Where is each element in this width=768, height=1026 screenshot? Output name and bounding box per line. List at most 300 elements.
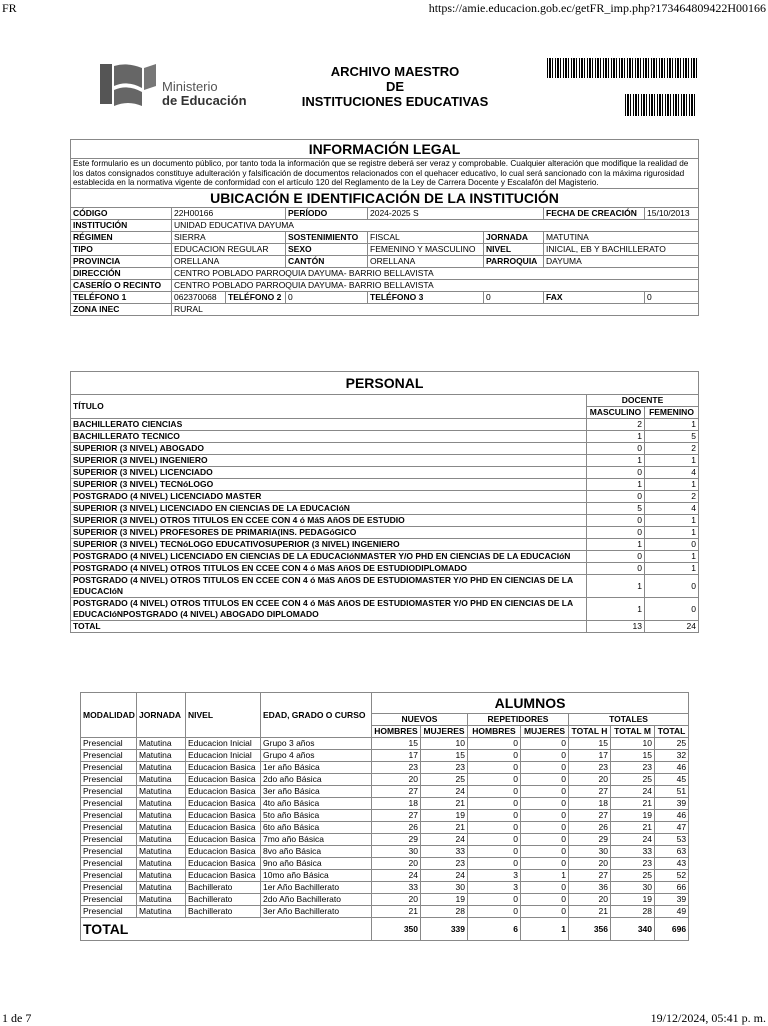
alumnos-cell: 49: [655, 906, 689, 918]
alumnos-cell: 30: [421, 882, 468, 894]
personal-row: [71, 479, 699, 491]
alumnos-cell: Presencial: [81, 750, 137, 762]
personal-titulo: POSTGRADO (4 NIVEL) OTROS TITULOS EN CCEE CON 4 ó MáS AñOS DE ESTUDIOMASTER Y/O PHD EN CIENCIAS DE LA EDUCACIóNPOSTGRADO (4 NIVEL) ABOGADO DIPLOMADO: [71, 598, 587, 621]
personal-masculino: 0: [587, 527, 645, 539]
alumnos-cell: 0: [468, 762, 521, 774]
alumnos-cell: 15: [569, 738, 611, 750]
personal-titulo: POSTGRADO (4 NIVEL) OTROS TITULOS EN CCEE CON 4 ó MáS AñOS DE ESTUDIOMASTER Y/O PHD EN CIENCIAS DE LA EDUCACIóN: [71, 575, 587, 598]
alumnos-cell: 4to año Básica: [261, 798, 372, 810]
alumnos-cell: 24: [421, 834, 468, 846]
sostenimiento-value: FISCAL: [368, 231, 484, 243]
ministerio-logo: [98, 60, 268, 110]
alumnos-cell: Grupo 3 años: [261, 738, 372, 750]
alumnos-row: [81, 750, 689, 762]
tel1-label: TELÉFONO 1: [71, 291, 172, 303]
alumnos-cell: Presencial: [81, 798, 137, 810]
alumnos-cell: Matutina: [137, 882, 186, 894]
alumnos-row: [81, 894, 689, 906]
personal-row: [71, 443, 699, 455]
alumnos-cell: 0: [521, 894, 569, 906]
alumnos-cell: 18: [372, 798, 421, 810]
document-title: [270, 64, 520, 109]
alumnos-cell: 0: [521, 822, 569, 834]
personal-femenino: 1: [645, 419, 699, 431]
alumnos-cell: Educacion Basica: [186, 858, 261, 870]
direccion-value: CENTRO POBLADO PARROQUIA DAYUMA- BARRIO BELLAVISTA: [172, 267, 699, 279]
alumnos-cell: Presencial: [81, 906, 137, 918]
personal-femenino: 2: [645, 443, 699, 455]
alumnos-total-cell: 6: [468, 918, 521, 941]
alumnos-cell: Presencial: [81, 822, 137, 834]
canton-value: ORELLANA: [368, 255, 484, 267]
masculino-header: MASCULINO: [587, 407, 645, 419]
personal-femenino: 1: [645, 479, 699, 491]
alumnos-cell: 24: [421, 870, 468, 882]
alumnos-cell: 0: [468, 798, 521, 810]
repetidores-header: REPETIDORES: [468, 714, 569, 726]
alumnos-cell: 51: [655, 786, 689, 798]
nuevos-hombres-header: HOMBRES: [372, 726, 421, 738]
alumnos-cell: 0: [521, 786, 569, 798]
alumnos-total-cell: 696: [655, 918, 689, 941]
alumnos-cell: Presencial: [81, 858, 137, 870]
alumnos-cell: 45: [655, 774, 689, 786]
personal-titulo: POSTGRADO (4 NIVEL) LICENCIADO EN CIENCIAS DE LA EDUCACIóNMASTER Y/O PHD EN CIENCIAS DE LA EDUCACIóN: [71, 551, 587, 563]
alumnos-cell: 17: [372, 750, 421, 762]
alumnos-cell: 24: [611, 786, 655, 798]
caserio-value: CENTRO POBLADO PARROQUIA DAYUMA- BARRIO BELLAVISTA: [172, 279, 699, 291]
alumnos-cell: 0: [521, 750, 569, 762]
page-number: 1 de 7: [2, 1011, 32, 1025]
alumnos-cell: Matutina: [137, 870, 186, 882]
personal-row: [71, 598, 699, 621]
rep-mujeres-header: MUJERES: [521, 726, 569, 738]
alumnos-row: [81, 906, 689, 918]
alumnos-cell: 0: [521, 858, 569, 870]
alumnos-row: [81, 858, 689, 870]
alumnos-cell: 0: [521, 762, 569, 774]
alumnos-cell: Presencial: [81, 762, 137, 774]
alumnos-cell: 26: [569, 822, 611, 834]
personal-masculino: 1: [587, 431, 645, 443]
alumnos-cell: 0: [521, 882, 569, 894]
alumnos-cell: 25: [421, 774, 468, 786]
alumnos-cell: Matutina: [137, 762, 186, 774]
tel2-label: TELÉFONO 2: [226, 291, 286, 303]
personal-total-label: TOTAL: [71, 621, 587, 633]
personal-masculino: 0: [587, 467, 645, 479]
title-line3: INSTITUCIONES EDUCATIVAS: [301, 94, 489, 109]
title-line2: DE: [385, 79, 405, 94]
personal-row: [71, 491, 699, 503]
tel2-value: 0: [286, 291, 368, 303]
alumnos-cell: 0: [468, 858, 521, 870]
alumnos-cell: Bachillerato: [186, 906, 261, 918]
alumnos-cell: 21: [569, 906, 611, 918]
alumnos-cell: 0: [468, 738, 521, 750]
personal-titulo: BACHILLERATO TECNICO: [71, 431, 587, 443]
alumnos-cell: 33: [372, 882, 421, 894]
alumnos-cell: Educacion Basica: [186, 798, 261, 810]
book-logo-icon: [98, 60, 158, 110]
fax-label: FAX: [544, 291, 645, 303]
alumnos-cell: 20: [569, 774, 611, 786]
alumnos-cell: 18: [569, 798, 611, 810]
personal-row: [71, 515, 699, 527]
alumnos-cell: 19: [611, 810, 655, 822]
alumnos-cell: 0: [521, 738, 569, 750]
periodo-value: 2024-2025 S: [368, 207, 544, 219]
alumnos-cell: 19: [421, 810, 468, 822]
alumnos-cell: 27: [372, 786, 421, 798]
alumnos-cell: 15: [611, 750, 655, 762]
alumnos-row: [81, 870, 689, 882]
personal-row: [71, 527, 699, 539]
alumnos-cell: 27: [372, 810, 421, 822]
alumnos-cell: 27: [569, 870, 611, 882]
alumnos-cell: Educacion Basica: [186, 834, 261, 846]
alumnos-cell: 20: [372, 894, 421, 906]
alumnos-total-label: TOTAL: [81, 918, 372, 941]
alumnos-cell: 20: [372, 858, 421, 870]
nivel-header: NIVEL: [186, 693, 261, 738]
alumnos-cell: 30: [611, 882, 655, 894]
alumnos-cell: Educacion Basica: [186, 774, 261, 786]
alumnos-cell: Presencial: [81, 738, 137, 750]
alumnos-cell: Presencial: [81, 834, 137, 846]
alumnos-row: [81, 774, 689, 786]
alumnos-cell: 3: [468, 870, 521, 882]
alumnos-cell: Matutina: [137, 774, 186, 786]
alumnos-cell: 24: [611, 834, 655, 846]
personal-row: [71, 467, 699, 479]
alumnos-cell: Grupo 4 años: [261, 750, 372, 762]
alumnos-cell: 0: [468, 846, 521, 858]
personal-row: [71, 551, 699, 563]
print-datetime: 19/12/2024, 05:41 p. m.: [650, 1011, 766, 1025]
ubicacion-title: UBICACIÓN E IDENTIFICACIÓN DE LA INSTITUCIÓN: [71, 188, 699, 207]
jornada-header: JORNADA: [137, 693, 186, 738]
personal-femenino: 1: [645, 455, 699, 467]
alumnos-cell: 0: [521, 798, 569, 810]
personal-femenino: 4: [645, 467, 699, 479]
personal-femenino: 0: [645, 598, 699, 621]
sexo-label: SEXO: [286, 243, 368, 255]
rep-hombres-header: HOMBRES: [468, 726, 521, 738]
personal-masculino: 2: [587, 419, 645, 431]
nivel-label: NIVEL: [484, 243, 544, 255]
alumnos-cell: 52: [655, 870, 689, 882]
direccion-label: DIRECCIÓN: [71, 267, 172, 279]
personal-femenino: 1: [645, 527, 699, 539]
alumnos-cell: 0: [521, 810, 569, 822]
alumnos-cell: 25: [611, 870, 655, 882]
alumnos-cell: 1er Año Bachillerato: [261, 882, 372, 894]
personal-masculino: 0: [587, 515, 645, 527]
regimen-value: SIERRA: [172, 231, 286, 243]
sexo-value: FEMENINO Y MASCULINO: [368, 243, 484, 255]
alumnos-cell: 43: [655, 858, 689, 870]
alumnos-cell: 0: [468, 774, 521, 786]
alumnos-cell: 9no año Básica: [261, 858, 372, 870]
alumnos-cell: 0: [521, 774, 569, 786]
alumnos-cell: 46: [655, 810, 689, 822]
alumnos-cell: 24: [421, 786, 468, 798]
alumnos-total-cell: 1: [521, 918, 569, 941]
alumnos-cell: Educacion Basica: [186, 786, 261, 798]
nivel-value: INICIAL, EB Y BACHILLERATO: [544, 243, 699, 255]
personal-masculino: 5: [587, 503, 645, 515]
alumnos-cell: 66: [655, 882, 689, 894]
alumnos-cell: 6to año Básica: [261, 822, 372, 834]
sostenimiento-label: SOSTENIMIENTO: [286, 231, 368, 243]
alumnos-cell: Educacion Inicial: [186, 750, 261, 762]
parroquia-value: DAYUMA: [544, 255, 699, 267]
alumnos-cell: Bachillerato: [186, 882, 261, 894]
personal-table: [70, 371, 699, 633]
alumnos-title: ALUMNOS: [372, 693, 689, 714]
personal-title: PERSONAL: [71, 372, 699, 395]
alumnos-cell: 23: [372, 762, 421, 774]
personal-titulo: BACHILLERATO CIENCIAS: [71, 419, 587, 431]
totalm-header: TOTAL M: [611, 726, 655, 738]
alumnos-row: [81, 786, 689, 798]
nuevos-header: NUEVOS: [372, 714, 468, 726]
provincia-value: ORELLANA: [172, 255, 286, 267]
alumnos-cell: 32: [655, 750, 689, 762]
alumnos-cell: 21: [611, 822, 655, 834]
alumnos-cell: 7mo año Básica: [261, 834, 372, 846]
regimen-label: RÉGIMEN: [71, 231, 172, 243]
alumnos-cell: 24: [372, 870, 421, 882]
alumnos-cell: 29: [372, 834, 421, 846]
nuevos-mujeres-header: MUJERES: [421, 726, 468, 738]
personal-femenino: 2: [645, 491, 699, 503]
institucion-value: UNIDAD EDUCATIVA DAYUMA: [172, 219, 699, 231]
alumnos-cell: 39: [655, 798, 689, 810]
tel3-value: 0: [484, 291, 544, 303]
alumnos-cell: 20: [372, 774, 421, 786]
alumnos-cell: Educacion Basica: [186, 762, 261, 774]
jornada-label: JORNADA: [484, 231, 544, 243]
fecha-value: 15/10/2013: [645, 207, 699, 219]
alumnos-cell: 1er año Básica: [261, 762, 372, 774]
personal-titulo: SUPERIOR (3 NIVEL) LICENCIADO: [71, 467, 587, 479]
tipo-value: EDUCACION REGULAR: [172, 243, 286, 255]
alumnos-cell: 0: [468, 822, 521, 834]
alumnos-cell: Matutina: [137, 798, 186, 810]
alumnos-cell: Presencial: [81, 774, 137, 786]
alumnos-cell: 19: [611, 894, 655, 906]
alumnos-cell: 53: [655, 834, 689, 846]
personal-total-f: 24: [645, 621, 699, 633]
caserio-label: CASERÍO O RECINTO: [71, 279, 172, 291]
alumnos-cell: Presencial: [81, 870, 137, 882]
alumnos-cell: 36: [569, 882, 611, 894]
institution-info-table: [70, 139, 699, 316]
personal-masculino: 1: [587, 539, 645, 551]
title-line1: ARCHIVO MAESTRO: [330, 64, 460, 79]
personal-femenino: 0: [645, 539, 699, 551]
alumnos-cell: 0: [468, 786, 521, 798]
alumnos-cell: 0: [468, 894, 521, 906]
alumnos-total-cell: 339: [421, 918, 468, 941]
fax-value: 0: [645, 291, 699, 303]
alumnos-cell: 1: [521, 870, 569, 882]
alumnos-cell: 26: [372, 822, 421, 834]
alumnos-cell: Educacion Basica: [186, 810, 261, 822]
alumnos-cell: Matutina: [137, 810, 186, 822]
alumnos-cell: 15: [421, 750, 468, 762]
alumnos-cell: Matutina: [137, 822, 186, 834]
personal-titulo: SUPERIOR (3 NIVEL) OTROS TITULOS EN CCEE CON 4 ó MáS AñOS DE ESTUDIO: [71, 515, 587, 527]
alumnos-cell: 8vo año Básica: [261, 846, 372, 858]
legal-title: INFORMACIÓN LEGAL: [71, 140, 699, 159]
fecha-label: FECHA DE CREACIÓN: [544, 207, 645, 219]
alumnos-row: [81, 846, 689, 858]
zona-label: ZONA INEC: [71, 303, 172, 315]
alumnos-cell: 20: [569, 858, 611, 870]
personal-row: [71, 431, 699, 443]
alumnos-cell: 30: [372, 846, 421, 858]
alumnos-cell: Educacion Basica: [186, 846, 261, 858]
print-header-left: FR: [2, 1, 17, 15]
total-header: TOTAL: [655, 726, 689, 738]
personal-masculino: 0: [587, 443, 645, 455]
alumnos-cell: 27: [569, 786, 611, 798]
alumnos-row: [81, 762, 689, 774]
personal-total-m: 13: [587, 621, 645, 633]
personal-femenino: 1: [645, 563, 699, 575]
alumnos-cell: 3: [468, 882, 521, 894]
alumnos-cell: 23: [421, 762, 468, 774]
alumnos-cell: 63: [655, 846, 689, 858]
alumnos-cell: 15: [372, 738, 421, 750]
alumnos-cell: 39: [655, 894, 689, 906]
personal-row: [71, 503, 699, 515]
alumnos-cell: 33: [611, 846, 655, 858]
alumnos-cell: 23: [611, 858, 655, 870]
alumnos-cell: 25: [611, 774, 655, 786]
personal-femenino: 1: [645, 515, 699, 527]
alumnos-cell: Presencial: [81, 882, 137, 894]
alumnos-cell: 21: [421, 798, 468, 810]
logo-line2: de Educación: [162, 93, 247, 108]
alumnos-cell: Educacion Basica: [186, 870, 261, 882]
alumnos-cell: Matutina: [137, 786, 186, 798]
tel3-label: TELÉFONO 3: [368, 291, 484, 303]
alumnos-cell: Matutina: [137, 894, 186, 906]
alumnos-cell: 3er Año Bachillerato: [261, 906, 372, 918]
personal-femenino: 4: [645, 503, 699, 515]
alumnos-cell: Matutina: [137, 846, 186, 858]
personal-femenino: 5: [645, 431, 699, 443]
personal-titulo: POSTGRADO (4 NIVEL) OTROS TITULOS EN CCEE CON 4 ó MáS AñOS DE ESTUDIODIPLOMADO: [71, 563, 587, 575]
alumnos-cell: 3er año Básica: [261, 786, 372, 798]
alumnos-cell: 2do Año Bachillerato: [261, 894, 372, 906]
personal-masculino: 1: [587, 479, 645, 491]
alumnos-cell: 21: [611, 798, 655, 810]
alumnos-cell: 27: [569, 810, 611, 822]
personal-masculino: 1: [587, 575, 645, 598]
personal-titulo: SUPERIOR (3 NIVEL) PROFESORES DE PRIMARIA(INS. PEDAGóGICO: [71, 527, 587, 539]
alumnos-cell: 28: [611, 906, 655, 918]
personal-masculino: 0: [587, 551, 645, 563]
alumnos-cell: 21: [421, 822, 468, 834]
personal-titulo: SUPERIOR (3 NIVEL) ABOGADO: [71, 443, 587, 455]
modalidad-header: MODALIDAD: [81, 693, 137, 738]
personal-titulo: SUPERIOR (3 NIVEL) TECNóLOGO EDUCATIVOSUPERIOR (3 NIVEL) INGENIERO: [71, 539, 587, 551]
femenino-header: FEMENINO: [645, 407, 699, 419]
alumnos-cell: 25: [655, 738, 689, 750]
alumnos-row: [81, 738, 689, 750]
parroquia-label: PARROQUIA: [484, 255, 544, 267]
alumnos-cell: Matutina: [137, 858, 186, 870]
provincia-label: PROVINCIA: [71, 255, 172, 267]
logo-line1: Ministerio: [162, 79, 218, 94]
tel1-value: 062370068: [172, 291, 226, 303]
personal-row: [71, 539, 699, 551]
alumnos-row: [81, 834, 689, 846]
codigo-label: CÓDIGO: [71, 207, 172, 219]
jornada-value: MATUTINA: [544, 231, 699, 243]
barcode-bottom: [625, 94, 697, 116]
alumnos-cell: 10: [611, 738, 655, 750]
alumnos-cell: Presencial: [81, 786, 137, 798]
alumnos-total-cell: 356: [569, 918, 611, 941]
personal-row: [71, 419, 699, 431]
alumnos-row: [81, 810, 689, 822]
alumnos-cell: 0: [468, 834, 521, 846]
personal-titulo: SUPERIOR (3 NIVEL) TECNóLOGO: [71, 479, 587, 491]
personal-row: [71, 563, 699, 575]
personal-titulo: SUPERIOR (3 NIVEL) INGENIERO: [71, 455, 587, 467]
alumnos-cell: 23: [421, 858, 468, 870]
codigo-value: 22H00166: [172, 207, 286, 219]
personal-row: [71, 455, 699, 467]
alumnos-cell: 47: [655, 822, 689, 834]
personal-row: [71, 575, 699, 598]
alumnos-cell: 0: [468, 810, 521, 822]
alumnos-row: [81, 882, 689, 894]
titulo-header: TÍTULO: [71, 395, 587, 419]
totalh-header: TOTAL H: [569, 726, 611, 738]
alumnos-cell: 2do año Básica: [261, 774, 372, 786]
alumnos-cell: 33: [421, 846, 468, 858]
alumnos-cell: 5to año Básica: [261, 810, 372, 822]
alumnos-cell: 23: [569, 762, 611, 774]
edad-header: EDAD, GRADO O CURSO: [261, 693, 372, 738]
alumnos-cell: 28: [421, 906, 468, 918]
alumnos-cell: 20: [569, 894, 611, 906]
canton-label: CANTÓN: [286, 255, 368, 267]
personal-masculino: 0: [587, 563, 645, 575]
zona-value: RURAL: [172, 303, 699, 315]
institucion-label: INSTITUCIÓN: [71, 219, 172, 231]
personal-masculino: 1: [587, 598, 645, 621]
alumnos-cell: Educacion Inicial: [186, 738, 261, 750]
alumnos-cell: Presencial: [81, 810, 137, 822]
personal-titulo: SUPERIOR (3 NIVEL) LICENCIADO EN CIENCIAS DE LA EDUCACIóN: [71, 503, 587, 515]
personal-masculino: 0: [587, 491, 645, 503]
alumnos-cell: 23: [611, 762, 655, 774]
alumnos-cell: 29: [569, 834, 611, 846]
totales-header: TOTALES: [569, 714, 689, 726]
alumnos-cell: 46: [655, 762, 689, 774]
alumnos-cell: 10mo año Básica: [261, 870, 372, 882]
alumnos-cell: Presencial: [81, 894, 137, 906]
alumnos-cell: Bachillerato: [186, 894, 261, 906]
